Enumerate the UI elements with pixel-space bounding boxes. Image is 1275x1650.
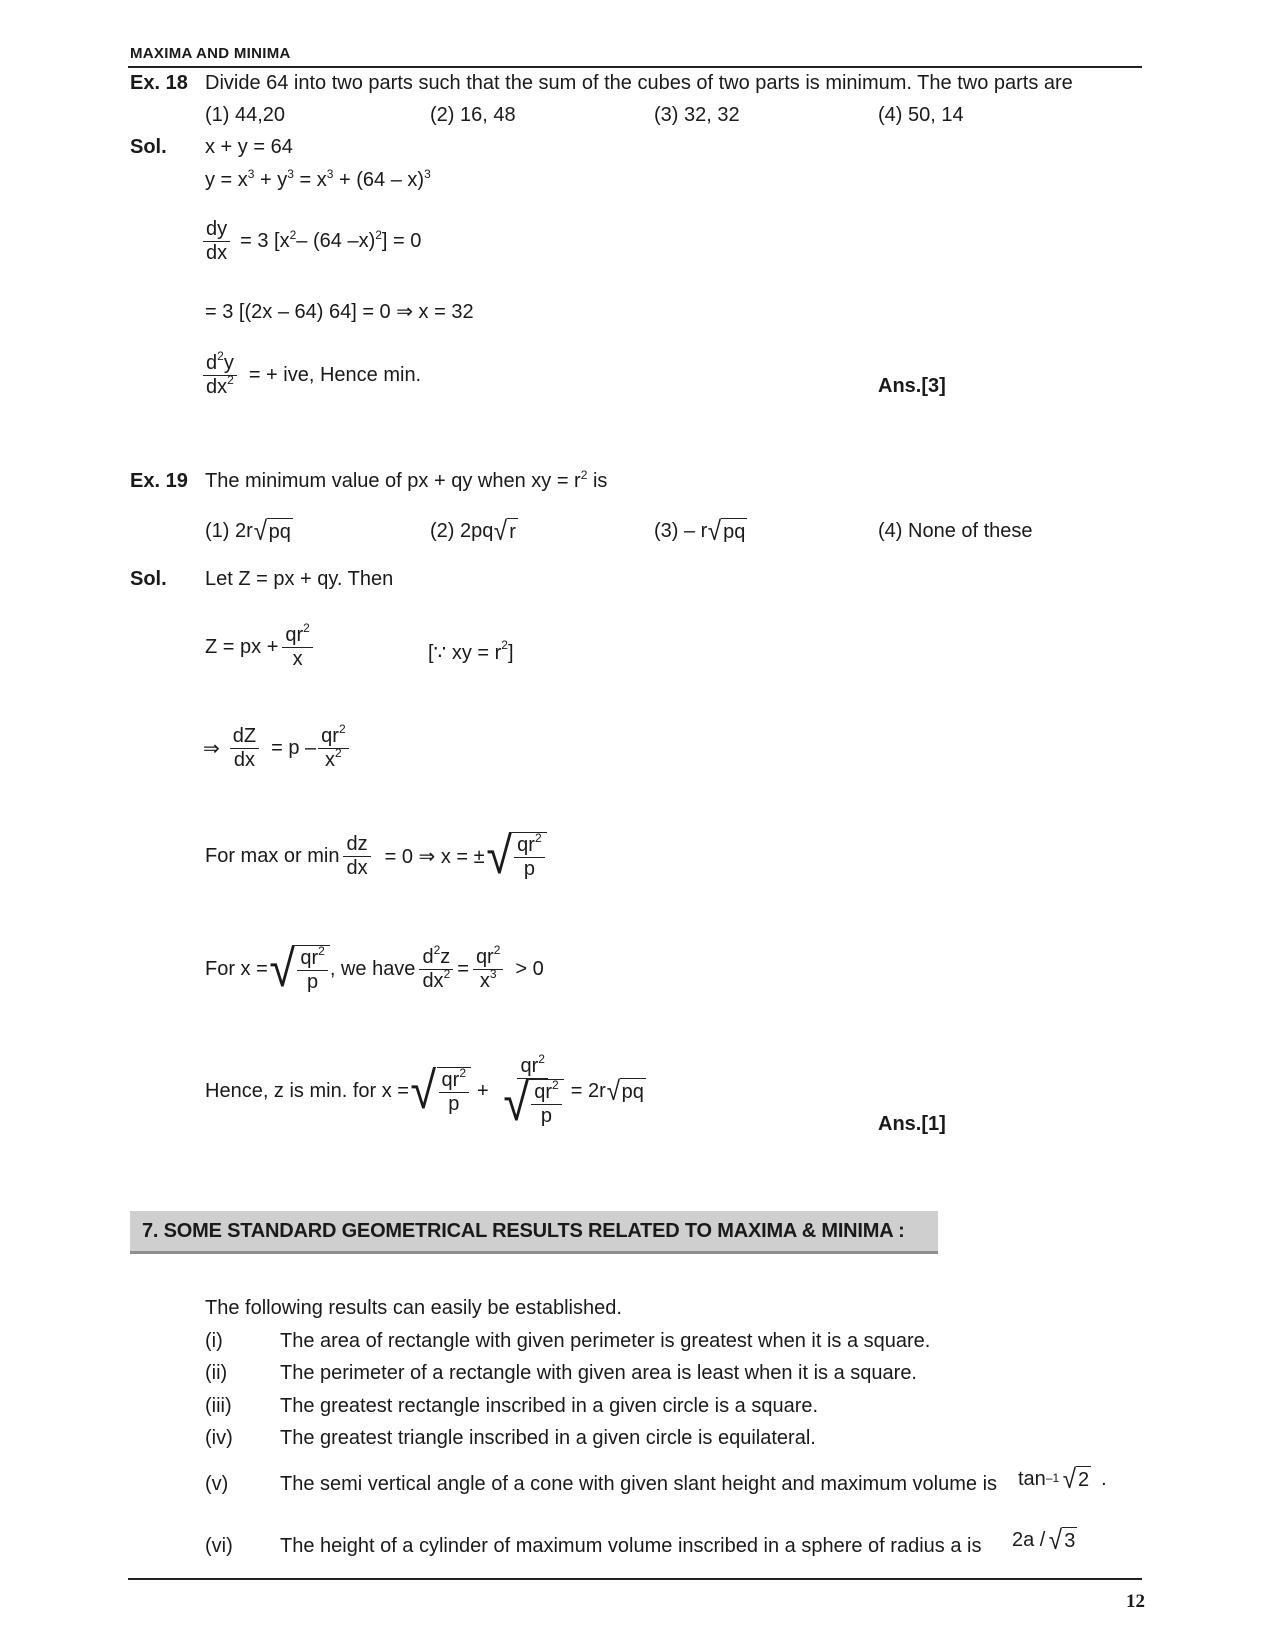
result-num-3: (iii) xyxy=(205,1395,232,1417)
result-text-6: The height of a cylinder of maximum volume inscribed in a sphere of radius a is xyxy=(280,1535,982,1557)
section-7-intro: The following results can easily be established. xyxy=(205,1297,622,1319)
ex19-because: [∵ xy = $r^2$] xyxy=(428,638,514,664)
ex18-second-derivative: $\frac{d^2y}{dx^2}$ = + ive, Hence min. xyxy=(203,352,421,399)
result-num-4: (iv) xyxy=(205,1427,233,1449)
ex18-label: Ex. 18 xyxy=(130,72,188,94)
ex18-derivative: $\frac{dy}{dx}$ = 3 [$x^2-$ (64 –x)$^2$] = 0 xyxy=(203,218,421,265)
header-rule xyxy=(128,66,1142,68)
ex19-option-1: (1) 2r √ pq xyxy=(205,516,291,546)
page-header-title: MAXIMA AND MINIMA xyxy=(130,45,291,62)
result-5-formula: tan $^{-1}$ √ 2 . xyxy=(1018,1464,1107,1494)
ex18-option-2: (2) 16, 48 xyxy=(430,104,516,126)
ex18-option-1: (1) 44,20 xyxy=(205,104,286,126)
ex19-answer: Ans.[1] xyxy=(878,1113,946,1135)
ex18-answer: Ans.[3] xyxy=(878,375,946,397)
result-num-1: (i) xyxy=(205,1330,223,1352)
ex19-label: Ex. 19 xyxy=(130,470,188,492)
ex19-option-2: (2) 2pq √ r xyxy=(430,516,516,546)
ex18-option-3: (3) 32, 32 xyxy=(654,104,740,126)
ex18-question: Divide 64 into two parts such that the sum of the cubes of two parts is minimum. The two parts are xyxy=(205,72,1073,94)
ex19-let: Let Z = px + qy. Then xyxy=(205,568,394,590)
result-text-4: The greatest triangle inscribed in a given circle is equilateral. xyxy=(280,1427,816,1449)
result-text-1: The area of rectangle with given perimeter is greatest when it is a square. xyxy=(280,1330,931,1352)
ex19-sol-label: Sol. xyxy=(130,568,167,590)
section-7-heading: 7. SOME STANDARD GEOMETRICAL RESULTS RELATED TO MAXIMA & MINIMA : xyxy=(130,1211,938,1254)
result-num-5: (v) xyxy=(205,1473,229,1495)
ex18-option-4: (4) 50, 14 xyxy=(878,104,964,126)
result-text-3: The greatest rectangle inscribed in a given circle is a square. xyxy=(280,1395,819,1417)
result-text-5: The semi vertical angle of a cone with given slant height and maximum volume is xyxy=(280,1473,998,1495)
ex19-hence: Hence, z is min. for x = √ $\frac{qr^2}{p}$ + $qr^2$ √ $\frac{qr^2}{p}$ = 2r √ pq xyxy=(205,1052,644,1132)
ex19-question: The minimum value of px + qy when xy = $r^2$ is xyxy=(205,468,608,492)
result-6-formula: 2a / √ 3 xyxy=(1012,1525,1076,1555)
ex19-for-x: For x = √ $\frac{qr^2}{p}$ , we have $\frac{d^2z}{dx^2}$ = $\frac{qr^2}{x^3}$ > 0 xyxy=(205,940,544,998)
ex18-line2: $y = x^3 + y^3 = x^3 + (64 - x)^3$ xyxy=(205,167,431,191)
ex18-line1: x + y = 64 xyxy=(205,136,293,158)
ex19-max-min: For max or min $\frac{dz}{dx}$ = 0 ⇒ x = ± √ $\frac{qr^2}{p}$ xyxy=(205,832,547,881)
result-text-2: The perimeter of a rectangle with given area is least when it is a square. xyxy=(280,1362,917,1384)
result-num-6: (vi) xyxy=(205,1535,233,1557)
ex19-option-4: (4) None of these xyxy=(878,520,1033,542)
ex18-sol-label: Sol. xyxy=(130,136,167,158)
footer-rule xyxy=(128,1578,1142,1580)
page-number: 12 xyxy=(1126,1591,1145,1612)
result-num-2: (ii) xyxy=(205,1362,228,1384)
ex19-z-equation: Z = px + $\frac{qr^2}{x}$ xyxy=(205,624,317,671)
ex19-option-3: (3) – r √ pq xyxy=(654,516,746,546)
ex18-line4: = 3 [(2x – 64) 64] = 0 ⇒ x = 32 xyxy=(205,301,474,323)
ex19-dz-dx: ⇒ $\frac{dZ}{dx}$ = p – $\frac{qr^2}{x^2}$ xyxy=(203,725,353,772)
